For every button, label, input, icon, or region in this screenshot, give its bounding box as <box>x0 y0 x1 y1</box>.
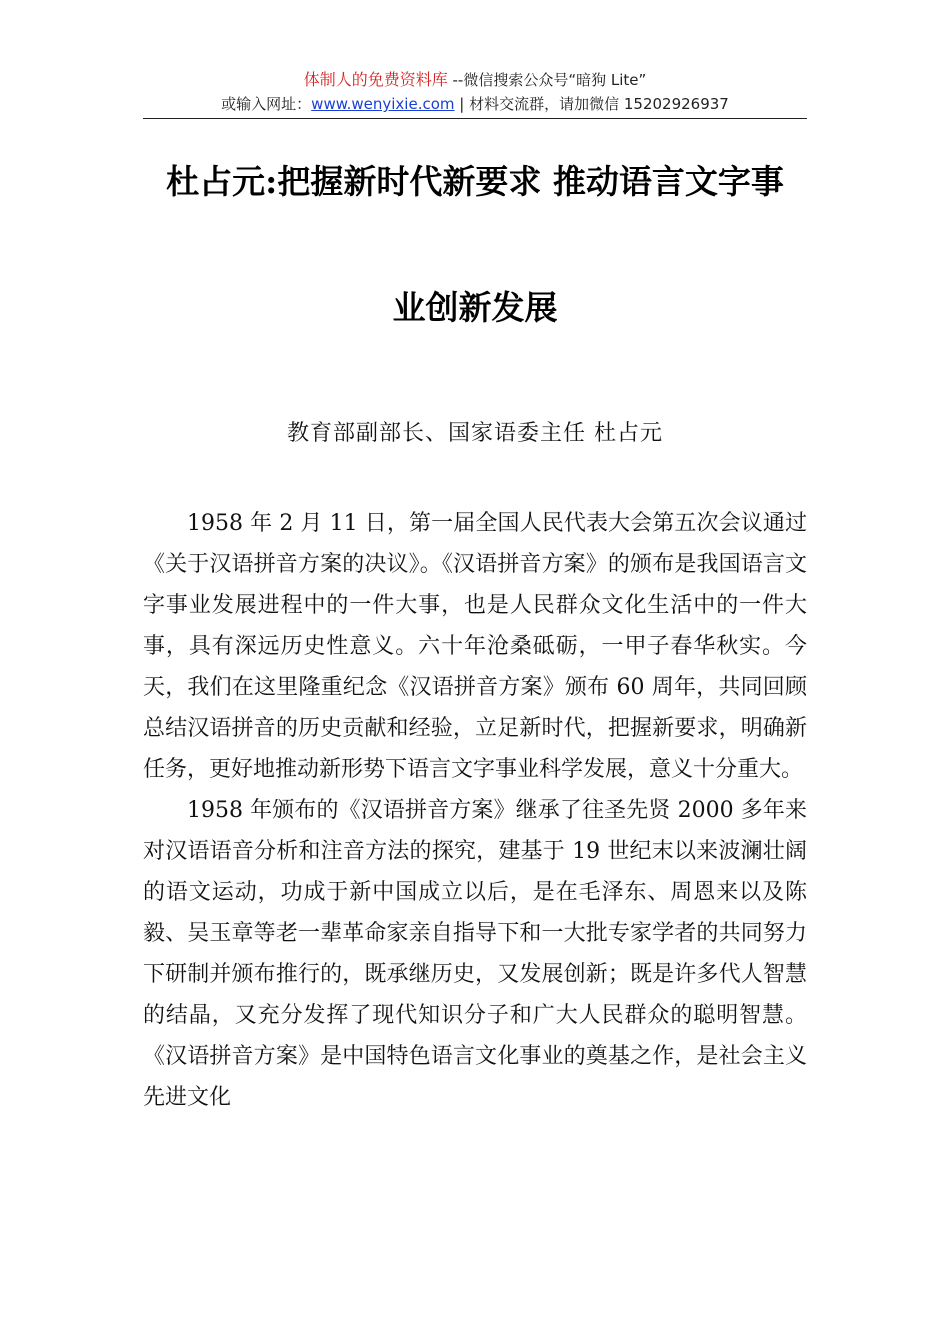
paragraph: 1958 年颁布的《汉语拼音方案》继承了往圣先贤 2000 多年来对汉语语音分析和注音方法的探究，建基于 19 世纪末以来波澜壮阔的语文运动，功成于新中国成立以后，是在毛泽东、周恩来以及陈毅、吴玉章等老一辈革命家亲自指导下和一大批专家学者的共同努力下研制并颁布推行的，既承继历史，又发展创新；既是许多代人智慧的结晶，又充分发挥了现代知识分子和广大人民群众的聪明智慧。《汉语拼音方案》是中国特色语言文化事业的奠基之作，是社会主义先进文化 <box>143 798 807 1110</box>
wechat-hint: --微信搜索公众号“暗狗 Lite” <box>447 71 647 89</box>
paragraph: 1958 年 2 月 11 日，第一届全国人民代表大会第五次会议通过《关于汉语拼音方案的决议》。《汉语拼音方案》的颁布是我国语言文字事业发展进程中的一件大事，也是人民群众文化生活中的一件大事，具有深远历史性意义。六十年沧桑砥砺，一甲子春华秋实。今天，我们在这里隆重纪念《汉语拼音方案》颁布 60 周年，共同回顾总结汉语拼音的历史贡献和经验，立足新时代，把握新要求，明确新任务，更好地推动新形势下语言文字事业科学发展，意义十分重大。 <box>143 511 807 782</box>
document-title <box>143 146 807 344</box>
title-line-2: 业创新发展 <box>392 288 558 327</box>
page-header <box>143 68 807 116</box>
header-line-2 <box>143 92 807 116</box>
title-line-1: 杜占元:把握新时代新要求 推动语言文字事 <box>166 162 784 201</box>
author-line: 教育部副部长、国家语委主任 杜占元 <box>287 421 663 446</box>
url-prefix: 或输入网址： <box>221 95 312 113</box>
brand-name: 体制人的免费资料库 <box>303 70 448 89</box>
header-divider <box>143 118 807 119</box>
website-link[interactable]: www.wenyixie.com <box>311 95 455 113</box>
document-body <box>143 503 807 1118</box>
header-line-1 <box>143 68 807 92</box>
contact-info: | 材料交流群，请加微信 15202926937 <box>454 95 729 113</box>
